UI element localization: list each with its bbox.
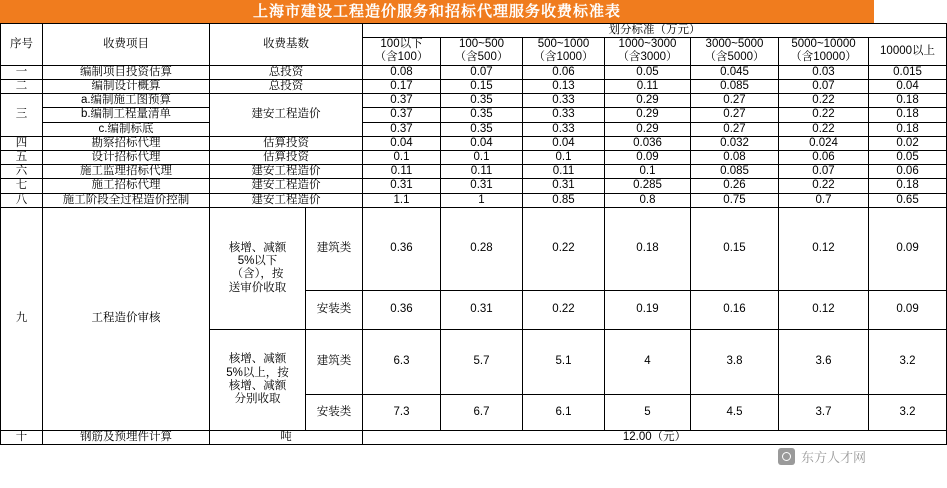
- row-value: 0.024: [779, 136, 869, 150]
- row-value: 0.35: [441, 94, 523, 108]
- row-item: 施工招标代理: [43, 179, 210, 193]
- header-bracket-5: [779, 38, 869, 65]
- audit-value: 3.2: [869, 394, 947, 430]
- header-bracket-0: [363, 38, 441, 65]
- row-no: 四: [1, 136, 43, 150]
- audit-group-1-base-line-3: 分别收取: [234, 393, 281, 406]
- audit-group-0-base: [210, 207, 306, 329]
- table-row: [1, 150, 947, 164]
- header-bracket-5-line1: 5000~10000: [791, 38, 856, 51]
- row-item: 钢筋及预埋件计算: [43, 430, 210, 444]
- watermark: [778, 447, 866, 466]
- audit-no: 九: [1, 207, 43, 430]
- row-value: 0.65: [869, 193, 947, 207]
- row-value: 0.11: [441, 165, 523, 179]
- row-no: 七: [1, 179, 43, 193]
- row-value: 0.31: [523, 179, 605, 193]
- row-value: 0.07: [779, 165, 869, 179]
- row-base: 建安工程造价: [210, 179, 363, 193]
- row-value: 0.18: [869, 122, 947, 136]
- row-item: a.编制施工图预算: [43, 94, 210, 108]
- audit-value: 4.5: [691, 394, 779, 430]
- row-value: 0.18: [869, 94, 947, 108]
- audit-group-0-base-line-3: 送审价收取: [228, 281, 287, 294]
- table-row: [1, 430, 947, 444]
- row-no: 六: [1, 165, 43, 179]
- table-row: [1, 193, 947, 207]
- row-value: 0.085: [691, 79, 779, 93]
- audit-value: 0.22: [523, 207, 605, 290]
- row-value: 0.22: [779, 108, 869, 122]
- audit-value: 0.15: [691, 207, 779, 290]
- row-value: 0.1: [523, 150, 605, 164]
- header-bracket-4-line1: 3000~5000: [705, 38, 764, 51]
- header-bracket-0-line1: 100以下: [380, 38, 423, 51]
- row-base: 建安工程造价: [210, 94, 363, 137]
- audit-value: 0.19: [605, 290, 691, 329]
- row-value: 0.33: [523, 94, 605, 108]
- row-value: 0.015: [869, 65, 947, 79]
- row-value: 0.04: [441, 136, 523, 150]
- row-no: 十: [1, 430, 43, 444]
- row-value: 0.85: [523, 193, 605, 207]
- table-row: [1, 122, 947, 136]
- header-bracket-4: [691, 38, 779, 65]
- audit-value: 0.22: [523, 290, 605, 329]
- row-value: 0.045: [691, 65, 779, 79]
- row-value: 0.27: [691, 108, 779, 122]
- table-row: [1, 79, 947, 93]
- table-row: [1, 65, 947, 79]
- row-base: 估算投资: [210, 150, 363, 164]
- row-value: 0.15: [441, 79, 523, 93]
- row-value: 0.06: [523, 65, 605, 79]
- header-bracket-4-line2: （含5000）: [704, 51, 765, 64]
- row-value: 0.04: [523, 136, 605, 150]
- audit-group-1-base-line-0: 核增、减额: [228, 353, 287, 366]
- audit-subrow-type: 安装类: [306, 290, 363, 329]
- table-row: [1, 165, 947, 179]
- row-no: 三: [1, 94, 43, 137]
- row-value: 0.22: [779, 122, 869, 136]
- audit-value: 3.8: [691, 329, 779, 394]
- audit-value: 6.1: [523, 394, 605, 430]
- row-value: 0.1: [605, 165, 691, 179]
- table-row: [1, 179, 947, 193]
- row-value: 0.08: [691, 150, 779, 164]
- row-value: 0.11: [605, 79, 691, 93]
- row-item: b.编制工程量清单: [43, 108, 210, 122]
- audit-group-1-base-line-2: 核增、减额: [228, 379, 287, 392]
- table-header-row-1: [1, 24, 947, 38]
- header-bracket-2: [523, 38, 605, 65]
- header-bracket-5-line2: （含10000）: [790, 51, 857, 64]
- audit-value: 0.36: [363, 290, 441, 329]
- audit-item: 工程造价审核: [43, 207, 210, 430]
- table-row: [1, 108, 947, 122]
- row-value: 0.032: [691, 136, 779, 150]
- row-value: 0.05: [605, 65, 691, 79]
- audit-subrow-type: 安装类: [306, 394, 363, 430]
- row-item: 编制项目投资估算: [43, 65, 210, 79]
- audit-group-0-base-line-0: 核增、减额: [228, 241, 287, 254]
- audit-value: 5.7: [441, 329, 523, 394]
- row-base: 总投资: [210, 65, 363, 79]
- audit-value: 0.18: [605, 207, 691, 290]
- row-value: 0.29: [605, 94, 691, 108]
- circle-logo-icon: [778, 448, 795, 465]
- header-bracket-3: [605, 38, 691, 65]
- audit-value: 0.09: [869, 207, 947, 290]
- row-no: 二: [1, 79, 43, 93]
- row-value: 0.1: [441, 150, 523, 164]
- audit-value: 4: [605, 329, 691, 394]
- row-value-span: 12.00（元）: [363, 430, 947, 444]
- header-bracket-2-line1: 500~1000: [537, 38, 590, 51]
- row-value: 0.37: [363, 94, 441, 108]
- row-value: 0.75: [691, 193, 779, 207]
- row-no: 五: [1, 150, 43, 164]
- row-value: 0.06: [869, 165, 947, 179]
- header-bracket-3-line2: （含3000）: [617, 51, 678, 64]
- row-value: 0.35: [441, 122, 523, 136]
- header-no: 序号: [1, 24, 43, 66]
- row-value: 0.1: [363, 150, 441, 164]
- row-value: 0.05: [869, 150, 947, 164]
- audit-value: 5.1: [523, 329, 605, 394]
- audit-value: 0.36: [363, 207, 441, 290]
- audit-value: 0.09: [869, 290, 947, 329]
- row-value: 0.07: [779, 79, 869, 93]
- row-value: 0.8: [605, 193, 691, 207]
- row-value: 0.26: [691, 179, 779, 193]
- row-value: 0.18: [869, 179, 947, 193]
- row-value: 0.036: [605, 136, 691, 150]
- header-bracket-1-line2: （含500）: [454, 51, 509, 64]
- row-value: 0.7: [779, 193, 869, 207]
- row-value: 0.07: [441, 65, 523, 79]
- row-value: 0.33: [523, 108, 605, 122]
- audit-value: 0.16: [691, 290, 779, 329]
- row-value: 1.1: [363, 193, 441, 207]
- row-value: 0.285: [605, 179, 691, 193]
- row-value: 0.08: [363, 65, 441, 79]
- table-row: [1, 136, 947, 150]
- row-base: 估算投资: [210, 136, 363, 150]
- row-base: 建安工程造价: [210, 165, 363, 179]
- row-base: 吨: [210, 430, 363, 444]
- audit-value: 7.3: [363, 394, 441, 430]
- row-value: 0.37: [363, 122, 441, 136]
- row-no: 一: [1, 65, 43, 79]
- watermark-text: 东方人才网: [800, 450, 866, 465]
- table-row-audit: [1, 207, 947, 290]
- row-value: 0.22: [779, 179, 869, 193]
- row-value: 0.31: [363, 179, 441, 193]
- audit-group-0-base-line-2: （含），按: [231, 268, 284, 281]
- row-value: 0.02: [869, 136, 947, 150]
- row-value: 0.03: [779, 65, 869, 79]
- audit-value: 0.28: [441, 207, 523, 290]
- header-bracket-3-line1: 1000~3000: [618, 38, 677, 51]
- header-bracket-1-line1: 100~500: [458, 38, 505, 51]
- row-value: 0.27: [691, 94, 779, 108]
- row-value: 0.22: [779, 94, 869, 108]
- row-value: 0.11: [363, 165, 441, 179]
- audit-value: 0.31: [441, 290, 523, 329]
- row-item: 勘察招标代理: [43, 136, 210, 150]
- row-item: 编制设计概算: [43, 79, 210, 93]
- row-value: 0.11: [523, 165, 605, 179]
- row-value: 0.085: [691, 165, 779, 179]
- row-value: 0.37: [363, 108, 441, 122]
- row-base: 总投资: [210, 79, 363, 93]
- row-base: 建安工程造价: [210, 193, 363, 207]
- row-value: 0.04: [363, 136, 441, 150]
- audit-subrow-type: 建筑类: [306, 207, 363, 290]
- row-value: 0.18: [869, 108, 947, 122]
- header-bracket-title: 划分标准（万元）: [363, 24, 947, 38]
- audit-value: 3.6: [779, 329, 869, 394]
- audit-value: 0.12: [779, 290, 869, 329]
- header-bracket-6: [869, 38, 947, 65]
- audit-value: 3.2: [869, 329, 947, 394]
- audit-group-1-base-line-1: 5%以上，按: [226, 366, 289, 379]
- row-value: 0.17: [363, 79, 441, 93]
- audit-value: 6.7: [441, 394, 523, 430]
- row-value: 0.35: [441, 108, 523, 122]
- header-base: 收费基数: [210, 24, 363, 66]
- audit-group-0-base-line-1: 5%以下: [237, 255, 278, 268]
- row-value: 0.04: [869, 79, 947, 93]
- audit-group-1-base: [210, 329, 306, 430]
- row-value: 0.09: [605, 150, 691, 164]
- header-bracket-2-line2: （含1000）: [533, 51, 594, 64]
- row-value: 0.27: [691, 122, 779, 136]
- audit-value: 6.3: [363, 329, 441, 394]
- row-value: 0.31: [441, 179, 523, 193]
- header-bracket-6-line1: 10000以上: [880, 44, 936, 57]
- row-no: 八: [1, 193, 43, 207]
- row-value: 0.29: [605, 108, 691, 122]
- audit-value: 5: [605, 394, 691, 430]
- header-bracket-1: [441, 38, 523, 65]
- header-item: 收费项目: [43, 24, 210, 66]
- row-value: 0.33: [523, 122, 605, 136]
- row-item: 施工监理招标代理: [43, 165, 210, 179]
- fee-standard-table: [0, 23, 947, 445]
- row-item: 施工阶段全过程造价控制: [43, 193, 210, 207]
- row-value: 0.29: [605, 122, 691, 136]
- audit-value: 0.12: [779, 207, 869, 290]
- row-value: 0.13: [523, 79, 605, 93]
- table-row: [1, 94, 947, 108]
- page-title: 上海市建设工程造价服务和招标代理服务收费标准表: [0, 0, 874, 23]
- row-value: 1: [441, 193, 523, 207]
- row-item: 设计招标代理: [43, 150, 210, 164]
- audit-subrow-type: 建筑类: [306, 329, 363, 394]
- audit-value: 3.7: [779, 394, 869, 430]
- header-bracket-0-line2: （含100）: [374, 51, 429, 64]
- row-item: c.编制标底: [43, 122, 210, 136]
- row-value: 0.06: [779, 150, 869, 164]
